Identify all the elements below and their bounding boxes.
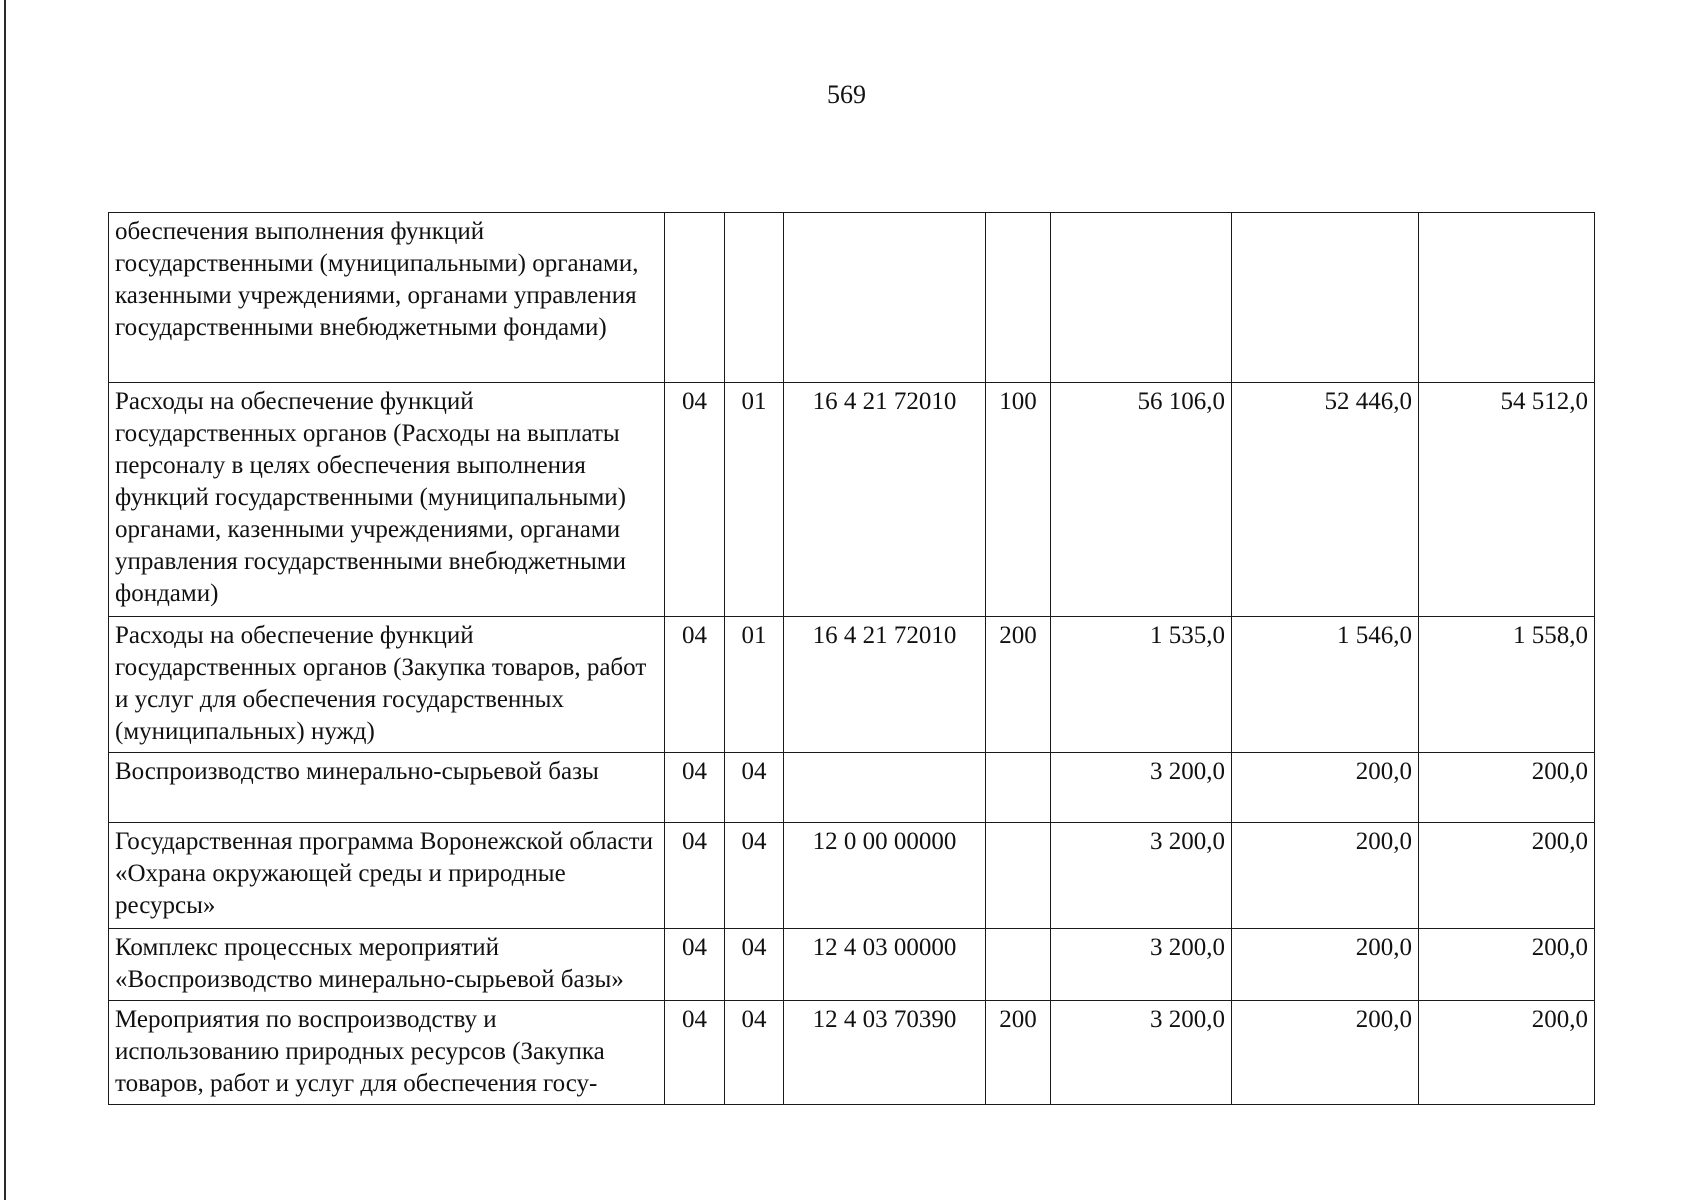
amount-year3-cell: 200,0 <box>1419 753 1595 823</box>
amount-year1-cell: 3 200,0 <box>1051 823 1232 929</box>
amount-year2-cell: 200,0 <box>1232 929 1419 1001</box>
subsection-code-cell: 04 <box>725 753 784 823</box>
table-row <box>109 1001 1595 1105</box>
expense-name-cell: Государственная программа Воронежской области «Охрана окружающей среды и природные ресурсы» <box>109 823 665 929</box>
section-code-cell: 04 <box>665 929 725 1001</box>
amount-year2-cell: 52 446,0 <box>1232 383 1419 617</box>
amount-year3-cell: 200,0 <box>1419 929 1595 1001</box>
amount-year1-cell: 1 535,0 <box>1051 617 1232 753</box>
expense-type-cell: 200 <box>986 617 1051 753</box>
amount-year2-cell: 200,0 <box>1232 753 1419 823</box>
amount-year2-cell: 200,0 <box>1232 823 1419 929</box>
table-row <box>109 753 1595 823</box>
page-number: 569 <box>827 80 866 109</box>
amount-year2-cell: 200,0 <box>1232 1001 1419 1105</box>
budget-table <box>108 212 1595 1105</box>
target-article-cell: 16 4 21 72010 <box>784 383 986 617</box>
subsection-code-cell: 04 <box>725 823 784 929</box>
amount-year1-cell <box>1051 213 1232 383</box>
amount-year2-cell <box>1232 213 1419 383</box>
amount-year3-cell: 200,0 <box>1419 1001 1595 1105</box>
expense-name-cell: обеспечения выполнения функций государственными (муниципальными) органами, казенными учреждениями, органами управления государственными внебюджетными фондами) <box>109 213 665 383</box>
expense-type-cell <box>986 213 1051 383</box>
subsection-code-cell: 01 <box>725 383 784 617</box>
target-article-cell: 16 4 21 72010 <box>784 617 986 753</box>
expense-name-cell: Расходы на обеспечение функций государственных органов (Расходы на выплаты персоналу в целях обеспечения выполнения функций государственными (муниципальными) органами, казенными учреждениями, органами управления государственными внебюджетными фондами) <box>109 383 665 617</box>
table-row <box>109 823 1595 929</box>
expense-type-cell: 100 <box>986 383 1051 617</box>
amount-year3-cell: 1 558,0 <box>1419 617 1595 753</box>
target-article-cell: 12 4 03 00000 <box>784 929 986 1001</box>
table-row <box>109 617 1595 753</box>
expense-type-cell <box>986 753 1051 823</box>
section-code-cell: 04 <box>665 753 725 823</box>
subsection-code-cell: 04 <box>725 1001 784 1105</box>
table-row <box>109 929 1595 1001</box>
subsection-code-cell: 04 <box>725 929 784 1001</box>
section-code-cell <box>665 213 725 383</box>
amount-year3-cell: 200,0 <box>1419 823 1595 929</box>
expense-name-cell: Комплекс процессных мероприятий «Воспроизводство минерально-сырьевой базы» <box>109 929 665 1001</box>
target-article-cell: 12 0 00 00000 <box>784 823 986 929</box>
expense-type-cell: 200 <box>986 1001 1051 1105</box>
table-row <box>109 383 1595 617</box>
section-code-cell: 04 <box>665 617 725 753</box>
table-row <box>109 213 1595 383</box>
amount-year3-cell: 54 512,0 <box>1419 383 1595 617</box>
amount-year1-cell: 56 106,0 <box>1051 383 1232 617</box>
expense-type-cell <box>986 929 1051 1001</box>
expense-name-cell: Расходы на обеспечение функций государственных органов (Закупка товаров, работ и услуг для обеспечения государственных (муниципальных) нужд) <box>109 617 665 753</box>
target-article-cell <box>784 213 986 383</box>
amount-year1-cell: 3 200,0 <box>1051 929 1232 1001</box>
expense-name-cell: Воспроизводство минерально-сырьевой базы <box>109 753 665 823</box>
expense-type-cell <box>986 823 1051 929</box>
amount-year1-cell: 3 200,0 <box>1051 753 1232 823</box>
target-article-cell <box>784 753 986 823</box>
section-code-cell: 04 <box>665 823 725 929</box>
expense-name-cell: Мероприятия по воспроизводству и использованию природных ресурсов (Закупка товаров, работ и услуг для обеспечения госу- <box>109 1001 665 1105</box>
amount-year2-cell: 1 546,0 <box>1232 617 1419 753</box>
subsection-code-cell <box>725 213 784 383</box>
section-code-cell: 04 <box>665 1001 725 1105</box>
amount-year3-cell <box>1419 213 1595 383</box>
section-code-cell: 04 <box>665 383 725 617</box>
target-article-cell: 12 4 03 70390 <box>784 1001 986 1105</box>
amount-year1-cell: 3 200,0 <box>1051 1001 1232 1105</box>
subsection-code-cell: 01 <box>725 617 784 753</box>
scan-edge-line <box>4 0 6 1200</box>
